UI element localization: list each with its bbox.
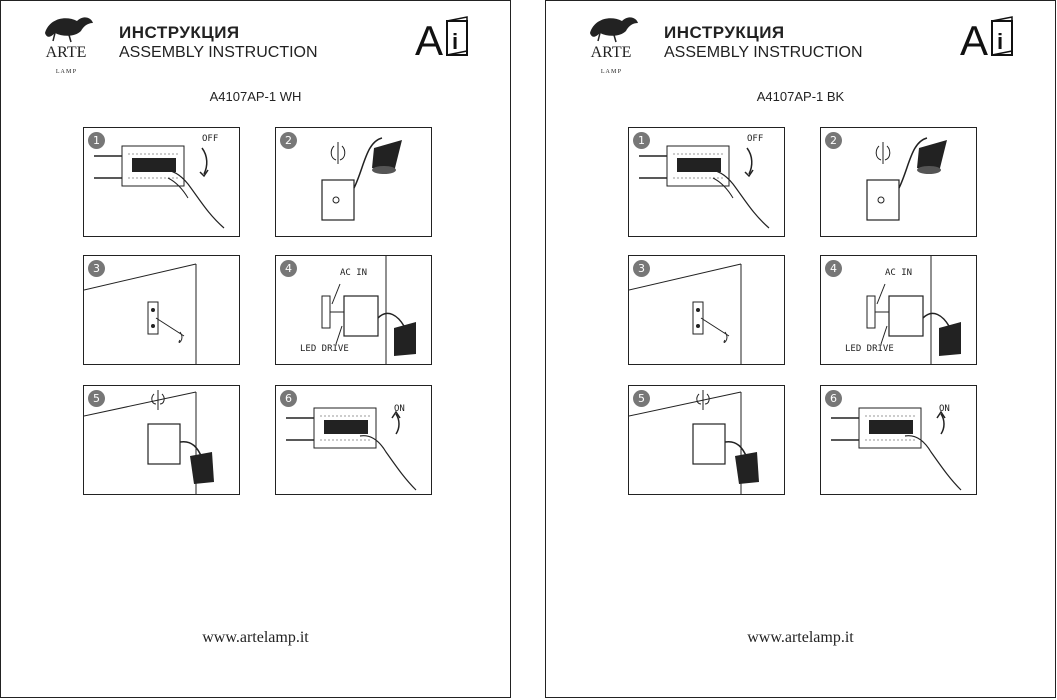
step-3-panel [83, 255, 240, 365]
step-5-panel [83, 385, 240, 495]
title-english: ASSEMBLY INSTRUCTION [119, 44, 318, 61]
svg-text:A: A [415, 17, 444, 61]
step-2-panel [820, 127, 977, 237]
step-badge: 3 [633, 260, 650, 277]
off-label: OFF [202, 134, 219, 144]
step-1-panel [628, 127, 785, 237]
step-4-panel [275, 255, 432, 365]
step-6-panel [275, 385, 432, 495]
led-drive-label: LED DRIVE [300, 344, 349, 354]
svg-text:i: i [452, 29, 459, 54]
step-badge: 1 [633, 132, 650, 149]
website-link[interactable]: www.artelamp.it [747, 629, 854, 646]
ac-in-label: AC IN [340, 268, 368, 278]
arte-lamp-logo [570, 11, 652, 77]
title-russian: ИНСТРУКЦИЯ [119, 23, 240, 42]
off-label: OFF [747, 134, 764, 144]
logo-name: ARTE [45, 44, 87, 61]
step-badge: 5 [633, 390, 650, 407]
on-label: ON [394, 404, 405, 414]
step-5-panel [628, 385, 785, 495]
title-english: ASSEMBLY INSTRUCTION [664, 44, 863, 61]
step-2-panel [275, 127, 432, 237]
step-4-panel [820, 255, 977, 365]
instruction-page-wh [0, 0, 511, 698]
info-book-icon [960, 15, 1016, 61]
step-1-panel [83, 127, 240, 237]
title-russian: ИНСТРУКЦИЯ [664, 23, 785, 42]
step-badge: 6 [280, 390, 297, 407]
step-badge: 1 [88, 132, 105, 149]
step-3-panel [628, 255, 785, 365]
led-drive-label: LED DRIVE [845, 344, 894, 354]
step-badge: 4 [280, 260, 297, 277]
step-badge: 6 [825, 390, 842, 407]
website-link[interactable]: www.artelamp.it [202, 629, 309, 646]
model-number: A4107AP-1 WH [209, 89, 302, 104]
logo-name: ARTE [590, 44, 632, 61]
step-badge: 2 [825, 132, 842, 149]
ac-in-label: AC IN [885, 268, 913, 278]
model-number: A4107AP-1 BK [756, 89, 845, 104]
svg-text:i: i [997, 29, 1004, 54]
logo-sub: L A M P [600, 69, 622, 75]
instruction-page-bk [545, 0, 1056, 698]
step-badge: 3 [88, 260, 105, 277]
logo-sub: L A M P [55, 69, 77, 75]
step-badge: 5 [88, 390, 105, 407]
step-badge: 4 [825, 260, 842, 277]
step-badge: 2 [280, 132, 297, 149]
info-book-icon [415, 15, 471, 61]
on-label: ON [939, 404, 950, 414]
step-6-panel [820, 385, 977, 495]
arte-lamp-logo [25, 11, 107, 77]
svg-text:A: A [960, 17, 989, 61]
